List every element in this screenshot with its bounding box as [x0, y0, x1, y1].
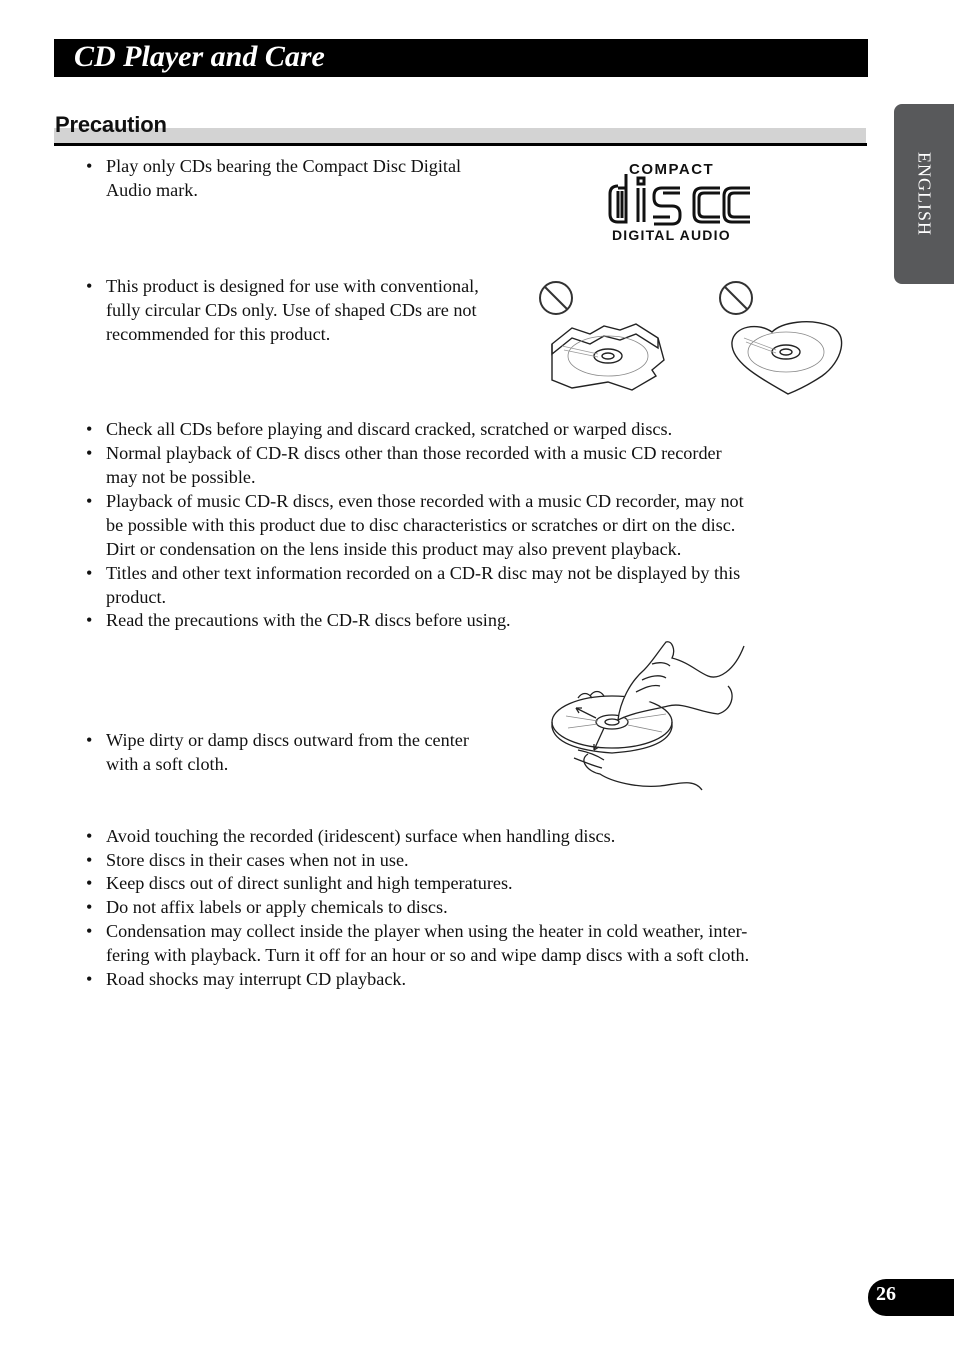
bullet-line: Check all CDs before playing and discard cracked, scratched or warped discs. — [106, 419, 673, 439]
bullet-line: be possible with this product due to disc characteristics or scratches or dirt on the disc. — [106, 515, 736, 535]
prohibition-icon — [720, 282, 752, 314]
bullet-line: Condensation may collect inside the player when using the heater in cold weather, inter- — [106, 921, 748, 941]
bullet-line: Audio mark. — [106, 180, 198, 200]
bullet-marker: • — [86, 491, 93, 511]
bullet-line: Playback of music CD-R discs, even those recorded with a music CD recorder, may not — [106, 491, 744, 511]
cloth-icon — [618, 642, 744, 720]
heart-shaped-disc-icon — [732, 322, 842, 394]
bullet-line: product. — [106, 587, 167, 607]
section-header — [54, 112, 868, 148]
bullet-line: Wipe dirty or damp discs outward from the center — [106, 730, 469, 750]
bullet-marker: • — [86, 969, 93, 989]
page-number-tab — [868, 1279, 954, 1316]
bullet-line: Read the precautions with the CD-R discs before using. — [106, 610, 511, 630]
bullet-line: recommended for this product. — [106, 324, 331, 344]
bullet-line: may not be possible. — [106, 467, 256, 487]
logo-top-text: COMPACT — [629, 161, 715, 178]
bullet-line: Normal playback of CD-R discs other than those recorded with a music CD recorder — [106, 443, 722, 463]
bullet-marker: • — [86, 730, 93, 750]
bullet-marker: • — [86, 563, 93, 583]
chapter-title: CD Player and Care — [74, 40, 325, 73]
bullet-line: fering with playback. Turn it off for an hour or so and wipe damp discs with a soft cloth. — [106, 945, 750, 965]
hand-icon — [584, 754, 702, 790]
bullet-marker: • — [86, 850, 93, 870]
bullet-marker: • — [86, 276, 93, 296]
bullet-line: This product is designed for use with conventional, — [106, 276, 479, 296]
compact-disc-digital-audio-logo — [608, 158, 768, 248]
bullet-line: Avoid touching the recorded (iridescent) surface when handling discs. — [106, 826, 616, 846]
language-tab — [894, 104, 954, 284]
bullet-line: with a soft cloth. — [106, 754, 229, 774]
bullet-line: Road shocks may interrupt CD playback. — [106, 969, 407, 989]
bullet-marker: • — [86, 921, 93, 941]
page-number: 26 — [876, 1283, 896, 1305]
disc-icon — [552, 696, 672, 748]
bullet-marker: • — [86, 897, 93, 917]
chapter-title-bar — [54, 39, 868, 77]
section-title: Precaution — [55, 112, 167, 137]
bullet-marker: • — [86, 419, 93, 439]
section-header-band — [54, 128, 866, 143]
bullet-marker: • — [86, 873, 93, 893]
bullet-line: Keep discs out of direct sunlight and high temperatures. — [106, 873, 513, 893]
bullet-marker: • — [86, 826, 93, 846]
prohibition-icon — [540, 282, 572, 314]
shaped-cds-not-recommended-illustration — [532, 278, 852, 398]
logo-bottom-text: DIGITAL AUDIO — [612, 227, 731, 243]
bullet-line: Store discs in their cases when not in use. — [106, 850, 409, 870]
bullet-line: Titles and other text information recorded on a CD-R disc may not be displayed by this — [106, 563, 741, 583]
bullet-line: fully circular CDs only. Use of shaped CDs are not — [106, 300, 477, 320]
wipe-disc-illustration — [548, 632, 748, 792]
odd-shaped-disc-icon — [552, 324, 664, 390]
bullet-line: Do not affix labels or apply chemicals to discs. — [106, 897, 448, 917]
bullet-marker: • — [86, 610, 93, 630]
section-header-rule — [54, 143, 867, 146]
language-tab-label: ENGLISH — [914, 152, 935, 236]
logo-main-text — [610, 174, 750, 224]
bullet-line: Dirt or condensation on the lens inside this product may also prevent playback. — [106, 539, 682, 559]
bullet-line: Play only CDs bearing the Compact Disc Digital — [106, 156, 462, 176]
bullet-marker: • — [86, 156, 93, 176]
bullet-marker: • — [86, 443, 93, 463]
